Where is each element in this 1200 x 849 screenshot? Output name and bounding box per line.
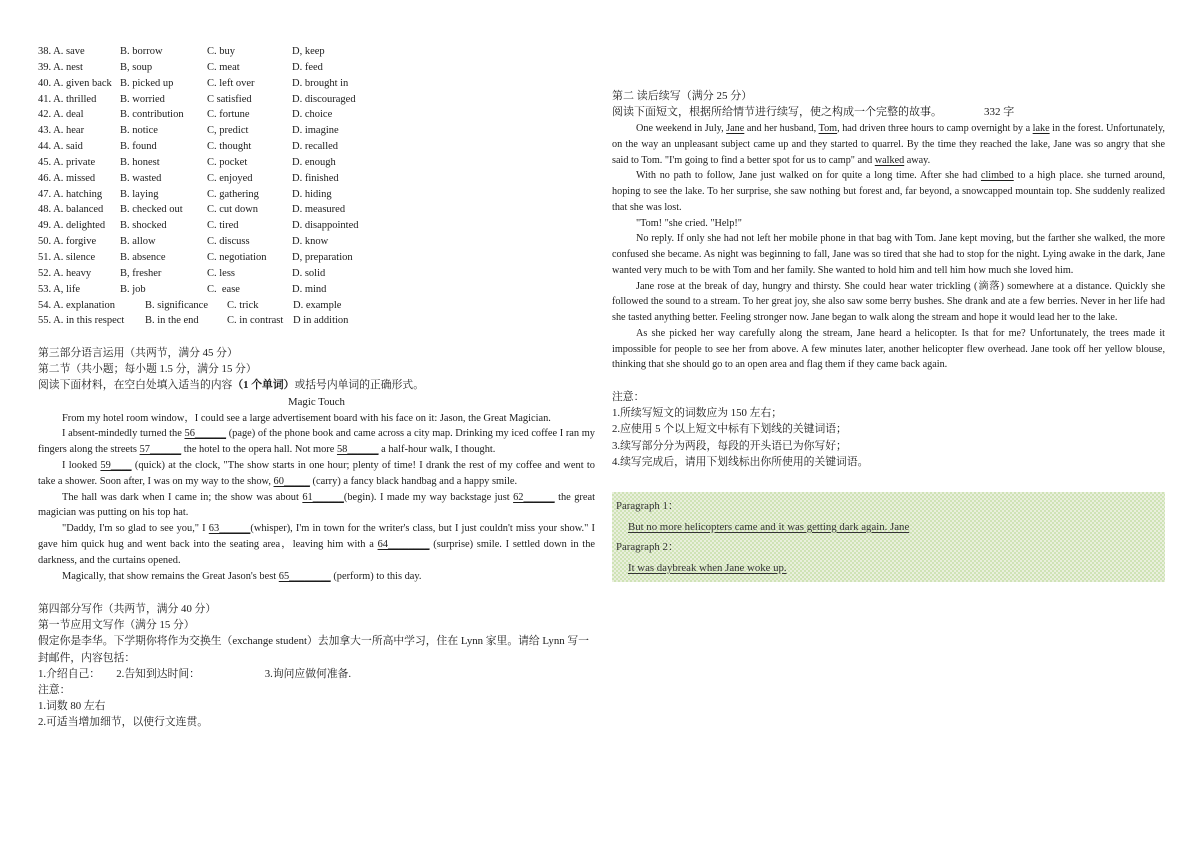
cloze-paragraph: I looked 59____ (quick) at the clock, "The show starts in one hour; plenty of time! I drank the rest of my coffee and went to take a shower. Soon after, I was on my way to the show, 60_____ (carry) a fancy black handbag and a happy smile. bbox=[38, 460, 596, 487]
option-c: C. thought bbox=[207, 141, 252, 153]
option-b: B. honest bbox=[120, 156, 160, 168]
option-a: 41. A. thrilled bbox=[38, 93, 97, 105]
option-c: C. gathering bbox=[207, 188, 259, 200]
cloze-paragraph: The hall was dark when I came in; the show was about 61______(begin). I made my way backstage just 62______ the great magician was putting on his top hat. bbox=[38, 491, 595, 519]
option-a: 54. A. explanation bbox=[38, 299, 115, 311]
options-row bbox=[38, 92, 595, 108]
options-row bbox=[38, 76, 595, 92]
notes-label: 注意： bbox=[612, 391, 645, 403]
option-a: 52. A. heavy bbox=[38, 267, 92, 279]
option-b: B. contribution bbox=[120, 109, 184, 121]
option-a: 51. A. silence bbox=[38, 251, 96, 263]
option-a: 50. A. forgive bbox=[38, 236, 97, 248]
cloze-title: Magic Touch bbox=[288, 395, 345, 408]
option-a: 46. A. missed bbox=[38, 172, 96, 184]
option-d: D. choice bbox=[292, 109, 333, 121]
option-a: 40. A. given back bbox=[38, 77, 112, 89]
options-row bbox=[38, 123, 595, 139]
option-c: C. meat bbox=[207, 61, 240, 73]
options-row bbox=[38, 187, 595, 203]
option-b: B. picked up bbox=[120, 77, 174, 89]
option-d: D. discouraged bbox=[292, 93, 356, 105]
options-row bbox=[38, 282, 595, 298]
writing-task-points: 1.介绍自己： 2.告知到达时间： 3.询问应做何准备. bbox=[38, 667, 352, 680]
paragraph2-opening: It was daybreak when Jane woke up. bbox=[628, 561, 787, 574]
continuation-instruction: 阅读下面短文，根据所给情节进行续写，使之构成一个完整的故事。 bbox=[612, 106, 942, 118]
options-row bbox=[38, 218, 595, 234]
option-a: 42. A. deal bbox=[38, 109, 84, 121]
note-item: 2.应使用 5 个以上短文中标有下划线的关键词语； bbox=[612, 423, 847, 436]
writing-note-item: 1.词数 80 左右 bbox=[38, 700, 106, 713]
story-passage bbox=[612, 121, 1165, 373]
option-c: C. discuss bbox=[207, 236, 250, 248]
writing-notes bbox=[38, 698, 595, 730]
left-column bbox=[38, 44, 595, 834]
options-row bbox=[38, 155, 595, 171]
paragraph1-label: Paragraph 1： bbox=[616, 500, 679, 512]
option-a: 53. A, life bbox=[38, 283, 80, 295]
option-c: C. enjoyed bbox=[207, 172, 253, 184]
note-item: 4.续写完成后，请用下划线标出你所使用的关键词语。 bbox=[612, 455, 869, 468]
option-c: C. cut down bbox=[207, 204, 259, 216]
option-d: D. know bbox=[292, 236, 329, 248]
word-count-label: 332 字 bbox=[984, 106, 1015, 118]
option-d: D. solid bbox=[292, 267, 326, 279]
options-row bbox=[38, 171, 595, 187]
option-a: 43. A. hear bbox=[38, 125, 85, 137]
options-rows bbox=[38, 44, 595, 298]
options-row bbox=[38, 139, 595, 155]
right-column bbox=[612, 88, 1165, 828]
option-b: B. in the end bbox=[145, 315, 199, 327]
option-a: 47. A. hatching bbox=[38, 188, 103, 200]
section4-subheading: 第一节应用文写作（满分 15 分） bbox=[38, 619, 195, 632]
paragraph2-label: Paragraph 2： bbox=[616, 541, 679, 553]
option-d: D. measured bbox=[292, 204, 346, 216]
story-paragraph: "Tom! "she cried. "Help!" bbox=[636, 217, 742, 229]
cloze-paragraph: From my hotel room window，I could see a large advertisement board with his face on it: Jason, the Great Magician. bbox=[62, 412, 551, 424]
option-c: C. buy bbox=[207, 46, 236, 57]
options-row bbox=[38, 298, 595, 314]
story-paragraph: As she picked her way carefully along the stream, Jane heard a helicopter. Is that for me? Unfortunately, the trees made it impossible for people to see her from above. A few minutes later, another helicopter flew overhead. Jane took off her yellow blouse, thinking that she should go to an open area and flag them if they came back again. bbox=[612, 327, 1165, 371]
options-row bbox=[38, 107, 595, 123]
writing-note-item: 2.可适当增加细节，以使行文连贯。 bbox=[38, 716, 209, 729]
option-b: B. laying bbox=[120, 188, 159, 200]
section3-heading: 第三部分语言运用（共两节，满分 45 分） bbox=[38, 347, 238, 359]
option-c: C. trick bbox=[227, 299, 259, 311]
options-row bbox=[38, 234, 595, 250]
options-row bbox=[38, 44, 595, 60]
options-rows-wide bbox=[38, 298, 595, 330]
writing-section bbox=[38, 601, 595, 731]
notes-list bbox=[612, 405, 1165, 470]
option-b: B. absence bbox=[120, 251, 166, 263]
cloze-section bbox=[38, 345, 595, 584]
option-a: 44. A. said bbox=[38, 141, 83, 153]
option-b: B. shocked bbox=[120, 220, 167, 232]
option-c: C satisfied bbox=[207, 93, 252, 105]
option-a: 49. A. delighted bbox=[38, 220, 106, 232]
option-d: D. finished bbox=[292, 172, 339, 184]
option-b: B. worried bbox=[120, 93, 165, 105]
option-c: C. ease bbox=[207, 283, 240, 295]
option-d: D in addition bbox=[293, 315, 349, 327]
writing-note-label: 注意： bbox=[38, 684, 71, 697]
option-b: B, fresher bbox=[120, 267, 162, 279]
continuation-instruction-row bbox=[612, 104, 1165, 120]
cloze-paragraph: "Daddy, I'm so glad to see you," I 63______(whisper), I'm in town for the writer's class, but I just couldn't miss your show." I gave him quick hug and went back into the seating area，leaving him with a 64________ (surprise) smile. I settled down in the darkness, and the curtains opened. bbox=[38, 523, 595, 566]
cloze-passage bbox=[38, 411, 595, 585]
option-c: C. less bbox=[207, 267, 236, 279]
paragraph1-opening: But no more helicopters came and it was getting dark again. Jane bbox=[628, 520, 910, 533]
option-d: D. feed bbox=[292, 61, 323, 73]
note-item: 1.所续写短文的词数应为 150 左右； bbox=[612, 407, 783, 420]
option-d: D. recalled bbox=[292, 141, 339, 153]
story-paragraph: No reply. If only she had not left her mobile phone in that bag with Tom. Jane kept moving, but the farther she walked, the more confused she became. As night was beginning to fall, Jane was so tired that she had to stop for the night. Lying awake in the dark, Jane wanted very much to be with Tom and her family. She wanted to hold him and tell him how much she loved him. bbox=[612, 233, 1165, 276]
options-row bbox=[38, 250, 595, 266]
option-d: D. disappointed bbox=[292, 220, 359, 232]
option-a: 45. A. private bbox=[38, 156, 96, 168]
option-d: D. example bbox=[293, 299, 342, 311]
option-b: B. found bbox=[120, 141, 157, 153]
option-d: D. brought in bbox=[292, 77, 349, 89]
option-d: D. enough bbox=[292, 156, 336, 168]
cloze-paragraph: Magically, that show remains the Great Jason's best 65________ (perform) to this day. bbox=[62, 570, 422, 582]
section3-subheading: 第二节（共小题；每小题 1.5 分，满分 15 分） bbox=[38, 363, 257, 376]
option-d: D, keep bbox=[292, 46, 325, 57]
option-b: B. borrow bbox=[120, 46, 163, 57]
option-b: B, soup bbox=[120, 61, 153, 73]
story-paragraph: Jane rose at the break of day, hungry and thirsty. She could hear water trickling (滴落) somewhere at a distance. Quickly she followed the sound to a stream. To her great joy, she also saw some berry bushes. She drank and ate a few berries. Never in her life had she tasted anything better. Feeling stronger now. Jane began to walk along the stream and hope it would lead her to the lake. bbox=[612, 280, 1165, 323]
option-b: B. significance bbox=[145, 299, 208, 311]
options-row bbox=[38, 313, 595, 329]
option-a: 55. A. in this respect bbox=[38, 315, 125, 327]
option-d: D. imagine bbox=[292, 125, 339, 137]
option-a: 39. A. nest bbox=[38, 61, 83, 73]
option-c: C. tired bbox=[207, 220, 239, 232]
option-d: D, preparation bbox=[292, 251, 353, 263]
option-b: B. checked out bbox=[120, 204, 183, 216]
option-d: D. hiding bbox=[292, 188, 332, 200]
paragraph-starters-box bbox=[612, 492, 1165, 582]
option-c: C. left over bbox=[207, 77, 255, 89]
option-b: B. notice bbox=[120, 125, 158, 137]
option-a: 38. A. save bbox=[38, 46, 85, 57]
options-row bbox=[38, 202, 595, 218]
option-b: B. job bbox=[120, 283, 146, 295]
option-b: B. allow bbox=[120, 236, 156, 248]
option-c: C. fortune bbox=[207, 109, 250, 121]
section3-instruction: 阅读下面材料，在空白处填入适当的内容（1 个单词）或括号内单词的正确形式。 bbox=[38, 379, 424, 392]
story-paragraph: With no path to follow, Jane just walked on for quite a long time. After she had climbed to a high place. she turned around, hoping to see the lake. To her surprise, she saw nothing but forest and, far beyond, a snowcapped mountain top. She suddenly realized that she was lost. bbox=[612, 170, 1165, 213]
option-c: C. in contrast bbox=[227, 315, 284, 327]
writing-task-body: 假定你是李华。下学期你将作为交换生（exchange student）去加拿大一所高中学习，住在 Lynn 家里。请给 Lynn 写一封邮件，内容包括： bbox=[38, 635, 589, 664]
multiple-choice-options bbox=[38, 44, 595, 329]
option-c: C. negotiation bbox=[207, 251, 267, 263]
option-b: B. wasted bbox=[120, 172, 162, 184]
option-c: C, predict bbox=[207, 125, 249, 137]
section4-heading: 第四部分写作（共两节，满分 40 分） bbox=[38, 603, 217, 615]
story-paragraph: One weekend in July, Jane and her husband, Tom, had driven three hours to camp overnight by a lake in the forest. Unfortunately, on the way an unpleasant subject came up and they started to quarrel. By the time they reached the lake, Jane was so angry that she said to Tom. "I'm going to find a better spot for us to camp" and walked away. bbox=[612, 123, 1165, 166]
cloze-paragraph: I absent-mindedly turned the 56______ (page) of the phone book and came across a city map. Drinking my iced coffee I ran my fingers along the streets 57______ the hotel to the opera hall. Not more 58______ a half-hour walk, I thought. bbox=[38, 428, 595, 456]
continuation-heading: 第二 读后续写（满分 25 分） bbox=[612, 90, 753, 102]
option-c: C. pocket bbox=[207, 156, 248, 168]
option-d: D. mind bbox=[292, 283, 327, 295]
continuation-notes bbox=[612, 389, 1165, 470]
options-row bbox=[38, 60, 595, 76]
option-a: 48. A. balanced bbox=[38, 204, 104, 216]
note-item: 3.续写部分分为两段，每段的开头语已为你写好； bbox=[612, 439, 847, 452]
options-row bbox=[38, 266, 595, 282]
